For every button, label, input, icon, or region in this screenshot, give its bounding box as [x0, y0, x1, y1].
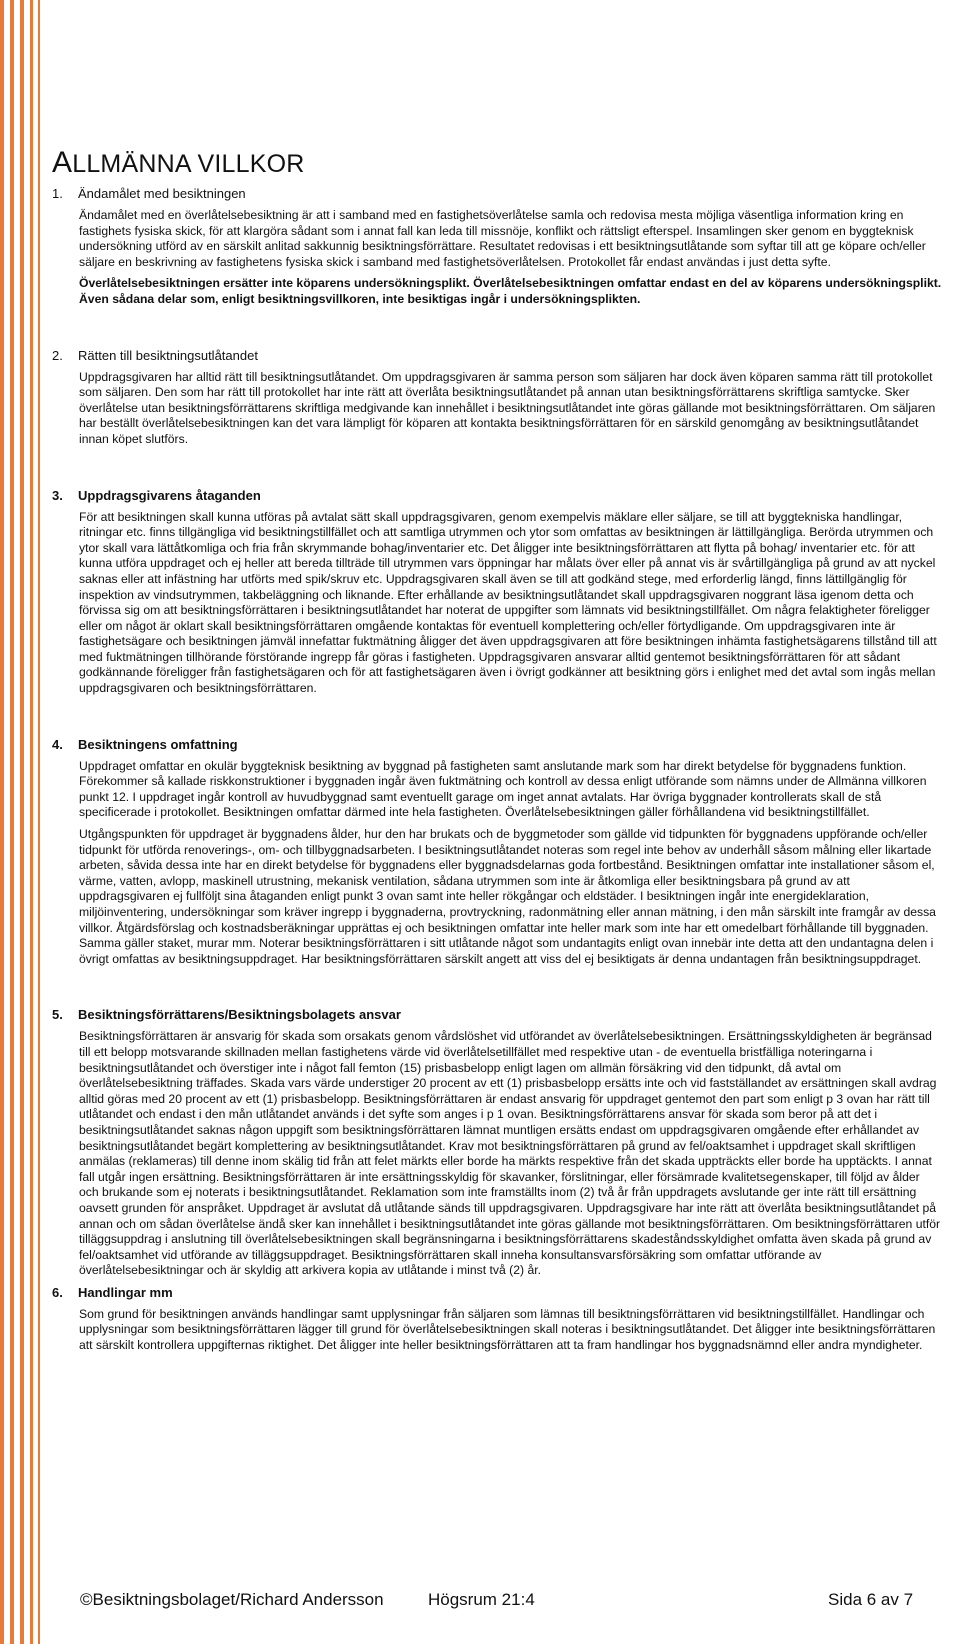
title-initial: A — [52, 146, 73, 179]
stripe — [0, 0, 4, 1644]
section-title: Besiktningens omfattning — [78, 736, 238, 752]
paragraph: Uppdragsgivaren har alltid rätt till besiktningsutlåtandet. Om uppdragsgivaren är samma person som säljaren har dock även köparen samma rätt till protokollet som säljaren. Den som har rätt till protokollet har inte rätt att överlåta besiktningsutlåtandet på annan utan besiktningsförrättarens skriftliga samtycke. Sker överlåtelse utan besiktningsförrättarens skriftliga medgivande kan innehållet i besiktningsutlåtandet inte göras gällande mot besiktningsförrättaren. Om säljaren har beställt överlåtelsebesiktningen kan det vara lämpligt för köparen att kontakta besiktningsförrättaren för en särskild genomgång av besiktningsutlåtandet innan köpet slutförs. — [79, 369, 936, 446]
section-body — [79, 1029, 942, 1279]
section-4 — [52, 737, 942, 968]
section-heading — [52, 348, 942, 364]
section-number: 5. — [52, 1007, 63, 1023]
section-2 — [52, 348, 942, 448]
section-body — [79, 510, 942, 697]
section-5 — [52, 1007, 942, 1279]
section-heading — [52, 488, 942, 504]
section-title: Uppdragsgivarens åtaganden — [78, 487, 261, 503]
document-content — [52, 186, 942, 1360]
section-number: 1. — [52, 186, 63, 201]
section-1 — [52, 186, 942, 308]
decorative-stripes — [0, 0, 50, 1644]
section-body — [79, 759, 942, 968]
section-title: Rätten till besiktningsutlåtandet — [78, 347, 258, 363]
section-body — [79, 1307, 942, 1354]
footer-copyright: ©Besiktningsbolaget/Richard Andersson — [80, 1590, 384, 1609]
paragraph: Utgångspunkten för uppdraget är byggnadens ålder, hur den har brukats och de byggmetoder som gällde vid tidpunkten för byggnadens uppförande och/eller tidpunkt för utförda renoverings-, om- och tillbyggnadsarbeten. I besiktningsutlåtandet noteras som regel inte behov av underhåll såsom målning eller likartade arbeten, såvida dessa inte har en direkt betydelse för byggnadens eller byggnadsdelarnas goda fortbestånd. Besiktningen omfattar inte installationer såsom el, värme, vatten, avlopp, maskinell utrustning, mekanisk ventilation, sådana utrymmen som inte är åtkomliga eller besiktningsbara på grund av att uppdragsgivaren ej fullföljt sina åtaganden enligt punkt 3 ovan samt inte heller rökgångar och eldstäder. I besiktningen ingår inte energideklaration, miljöinventering, undersökningar som kräver ingrepp i byggnaderna, provtryckning, radonmätning eller annan mätning, i den mån särskilt inte framgår av dessa villkor. Åtgärdsförslag och kostnadsberäkningar upprättas ej och besiktningen omfattar inte heller mark som inte har ett omedelbart förhållande till byggnaden. Samma gäller staket, murar mm. Noterar besiktningsförrättaren i sitt utlåtande något som undantagits enligt ovan innebär inte detta att den undantagna delen i övrigt omfattas av besiktningsuppdraget. Har besiktningsförrättaren särskilt angett att viss del ej besiktigats är denna undantagen från besiktningsuppdraget. — [79, 827, 936, 966]
section-heading — [52, 1285, 942, 1301]
section-heading — [52, 737, 942, 753]
section-title: Handlingar mm — [78, 1284, 173, 1300]
paragraph: Ändamålet med en överlåtelsebesiktning är att i samband med en fastighetsöverlåtelse samla och redovisa mesta möjliga väsentliga information kring en fastighets fysiska skick, för att klargöra sådant som i annat fall kan leda till missnöje, konflikt och rättsligt efterspel. Insamlingen sker genom en byggteknisk undersökning utförd av en särskilt anlitad sakkunnig besiktningsförrättare. Resultatet redovisas i ett besiktningsutlåtande som syftar till att ge köpare och/eller säljare en beskrivning av fastighetens fysiska skick i samband med fastighetsöverlåtelsen. Protokollet får endast användas i just detta syfte. — [79, 208, 926, 269]
paragraph: Besiktningsförrättaren är ansvarig för skada som orsakats genom vårdslöshet vid utförandet av överlåtelsebesiktningen. Ersättningsskyldigheten är begränsad till ett belopp motsvarande skillnaden mellan fastighetens värde vid överlåtelsetillfället med respektive utan - de eventuella bristfälliga noteringarna i besiktningsutlåtandet och överstiger inte i något fall femton (15) prisbasbelopp enligt lagen om allmän försäkring vid den tidpunkt, då avtal om överlåtelsebesiktning träffades. Skada vars värde understiger 20 procent av ett (1) prisbasbelopp ersätts inte och vid fastställandet av ersättningen skall avdrag alltid göras med 20 procent av ett (1) prisbasbelopp. Besiktningsförrättaren är endast ansvarig för uppdraget gentemot den part som enligt p 3 ovan har rätt till utlåtandet och endast i den mån utlåtandet används i det syfte som anges i p 1 ovan. Besiktningsförrättarens ansvar för skada som beror på att det i besiktningsutlåtandet saknas någon uppgift som besiktningsförrättaren lämnat muntligen ersätts endast om uppdragsgivaren omgående efter erhållandet av besiktningsutlåtandet begärt komplettering av besiktningsutlåtandet. Krav mot besiktningsförrättaren på grund av fel/oaktsamhet i uppdraget skall skriftligen anmälas (reklameras) till denne inom skälig tid från att felet märkts eller borde ha märkts respektive från det skada uppträckts eller borde ha upptäckts. I annat fall utgår ingen ersättning. Besiktningsförrättaren är inte ersättningsskyldig för skavanker, förslitningar, eller försämrade kvalitetsegenskaper, till följd av ålder och brukande som ej noterats i besiktningsutlåtandet. Reklamation som inte framställts inom (2) två år från uppdragets avslutande ger inte rätt till ersättning oavsett grunden för anspråket. Uppdraget är avslutat då utlåtande sänds till uppdragsgivaren. Uppdragsgivare har inte rätt att överlåta besiktningsutlåtandet på annan och om sådan överlåtelse ändå sker kan innehållet i besiktningsutlåtandet inte göras gällande mot besiktningsförrättaren. Om besiktningsförrättaren utför tilläggsuppdrag i anslutning till överlåtelsebesiktningen skall begränsningarna i besiktningsförrättarens skadeståndsskyldighet omfatta även skada på grund av fel/oaktsamhet vid utförande av tilläggsuppdraget. Besiktningsförrättaren skall inneha konsultansvarsförsäkring som omfattar utförande av överlåtelsebesiktningar och är skyldig att arkivera kopia av utlåtande i minst två (2) år. — [79, 1029, 941, 1278]
stripe — [10, 0, 14, 1644]
stripe — [38, 0, 40, 1644]
footer-property: Högsrum 21:4 — [428, 1590, 535, 1609]
section-body — [79, 208, 942, 308]
section-title: Besiktningsförrättarens/Besiktningsbolagets ansvar — [78, 1007, 401, 1023]
paragraph: Som grund för besiktningen används handlingar samt upplysningar från säljaren som lämnas till besiktningsförrättaren vid besiktningstillfället. Handlingar och upplysningar som besiktningsförrättaren lägger till grund för överlåtelsebesiktningen skall noteras i besiktningsutlåtandet. Det åligger inte besiktningsförrättaren att särskilt kontrollera uppgifternas riktighet. Det åligger inte heller besiktningsförrättaren att ta fram handlingar hos byggnadsnämnd eller andra myndigheter. — [79, 1306, 936, 1353]
section-3 — [52, 488, 942, 697]
paragraph: Uppdraget omfattar en okulär byggteknisk besiktning av byggnad på fastigheten samt anslutande mark som har direkt betydelse för byggnadens funktion. Förekommer så kallade riskkonstruktioner i byggnaden ingår även fuktmätning och kontroll av dessa enligt utförande som nämns under de Allmänna villkoren punkt 12. I uppdraget ingår kontroll av huvudbyggnad samt eventuellt garage om inget annat avtalats. Har övriga byggnader kontrollerats skall de stå specificerade i protokollet. Besiktningen omfattar därmed inte hela fastigheten. Överlåtelsebesiktningen gäller förhållandena vid besiktningstillfället. — [79, 758, 927, 820]
section-6 — [52, 1285, 942, 1354]
paragraph: Överlåtelsebesiktningen ersätter inte köparens undersökningsplikt. Överlåtelsebesiktningen omfattar endast en del av köparens undersökningsplikt. Även sådana delar som, enligt besiktningsvillkoren, inte besiktigas ingår i undersökningsplikten. — [79, 276, 942, 306]
section-number: 3. — [52, 487, 63, 503]
stripe — [20, 0, 24, 1644]
section-number: 6. — [52, 1284, 63, 1300]
section-body — [79, 370, 942, 448]
stripe — [30, 0, 33, 1644]
footer-page-number: Sida 6 av 7 — [828, 1590, 914, 1609]
section-number: 2. — [52, 347, 63, 363]
section-heading — [52, 1007, 942, 1023]
paragraph: För att besiktningen skall kunna utföras på avtalat sätt skall uppdragsgivaren, genom exempelvis mäklare eller säljare, se till att byggtekniska handlingar, ritningar etc. finns tillgängliga vid besiktningstillfället och att samtliga utrymmen och ytor som omfattas av besiktningen är lättillgängliga. Berörda utrymmen och ytor skall vara lättåtkomliga och fria från skrymmande bohag/inventarier etc. Det åligger inte besiktningsförrättaren att flytta på bohag/ inventarier etc. för att kunna utföra uppdraget och ej heller att bereda tillträde till utrymmen vars öppningar har målats över eller på annat vis är svårtillgängliga på grund av att nyckel saknas eller att infästning har utförts med spik/skruv etc. Uppdragsgivaren skall även se till att godkänd stege, med erforderlig längd, finns lättillgänglig för inspektion av vindsutrymmen, takbeläggning och liknande. Efter erhållande av besiktningsutlåtandet skall uppdragsgivaren noggrant läsa igenom detta och förvissa sig om att besiktningsförrättaren i besiktningsutlåtandet har noterat de uppgifter som lämnats vid besiktningstillfället. Om några felaktigheter föreligger eller om något är oklart skall besiktningsförrättaren omgående kontaktas för eventuell komplettering och/eller förtydligande. Om uppdragsgivaren inte är fastighetsägare och besiktningen jämväl innefattar fuktmätning åligger det även uppdragsgivaren att före besiktningen inhämta fastighetsägarens tillstånd till att med fuktmätningen tillhörande förstörande ingrepp får göras i fastigheten. Uppdragsgivaren ansvarar alltid gentemot besiktningsförrättaren för att sådant godkännande föreligger från fastighetsägaren och för att fastighetsägaren även i övrigt godkänner att besiktning görs i enlighet med det avtal som ingås mellan uppdragsgivaren och besiktningsförrättaren. — [79, 509, 937, 696]
section-heading — [52, 186, 942, 202]
title-rest: LLMÄNNA VILLKOR — [72, 150, 305, 178]
section-number: 4. — [52, 736, 63, 752]
page-title — [52, 146, 304, 180]
section-title: Ändamålet med besiktningen — [78, 186, 246, 201]
